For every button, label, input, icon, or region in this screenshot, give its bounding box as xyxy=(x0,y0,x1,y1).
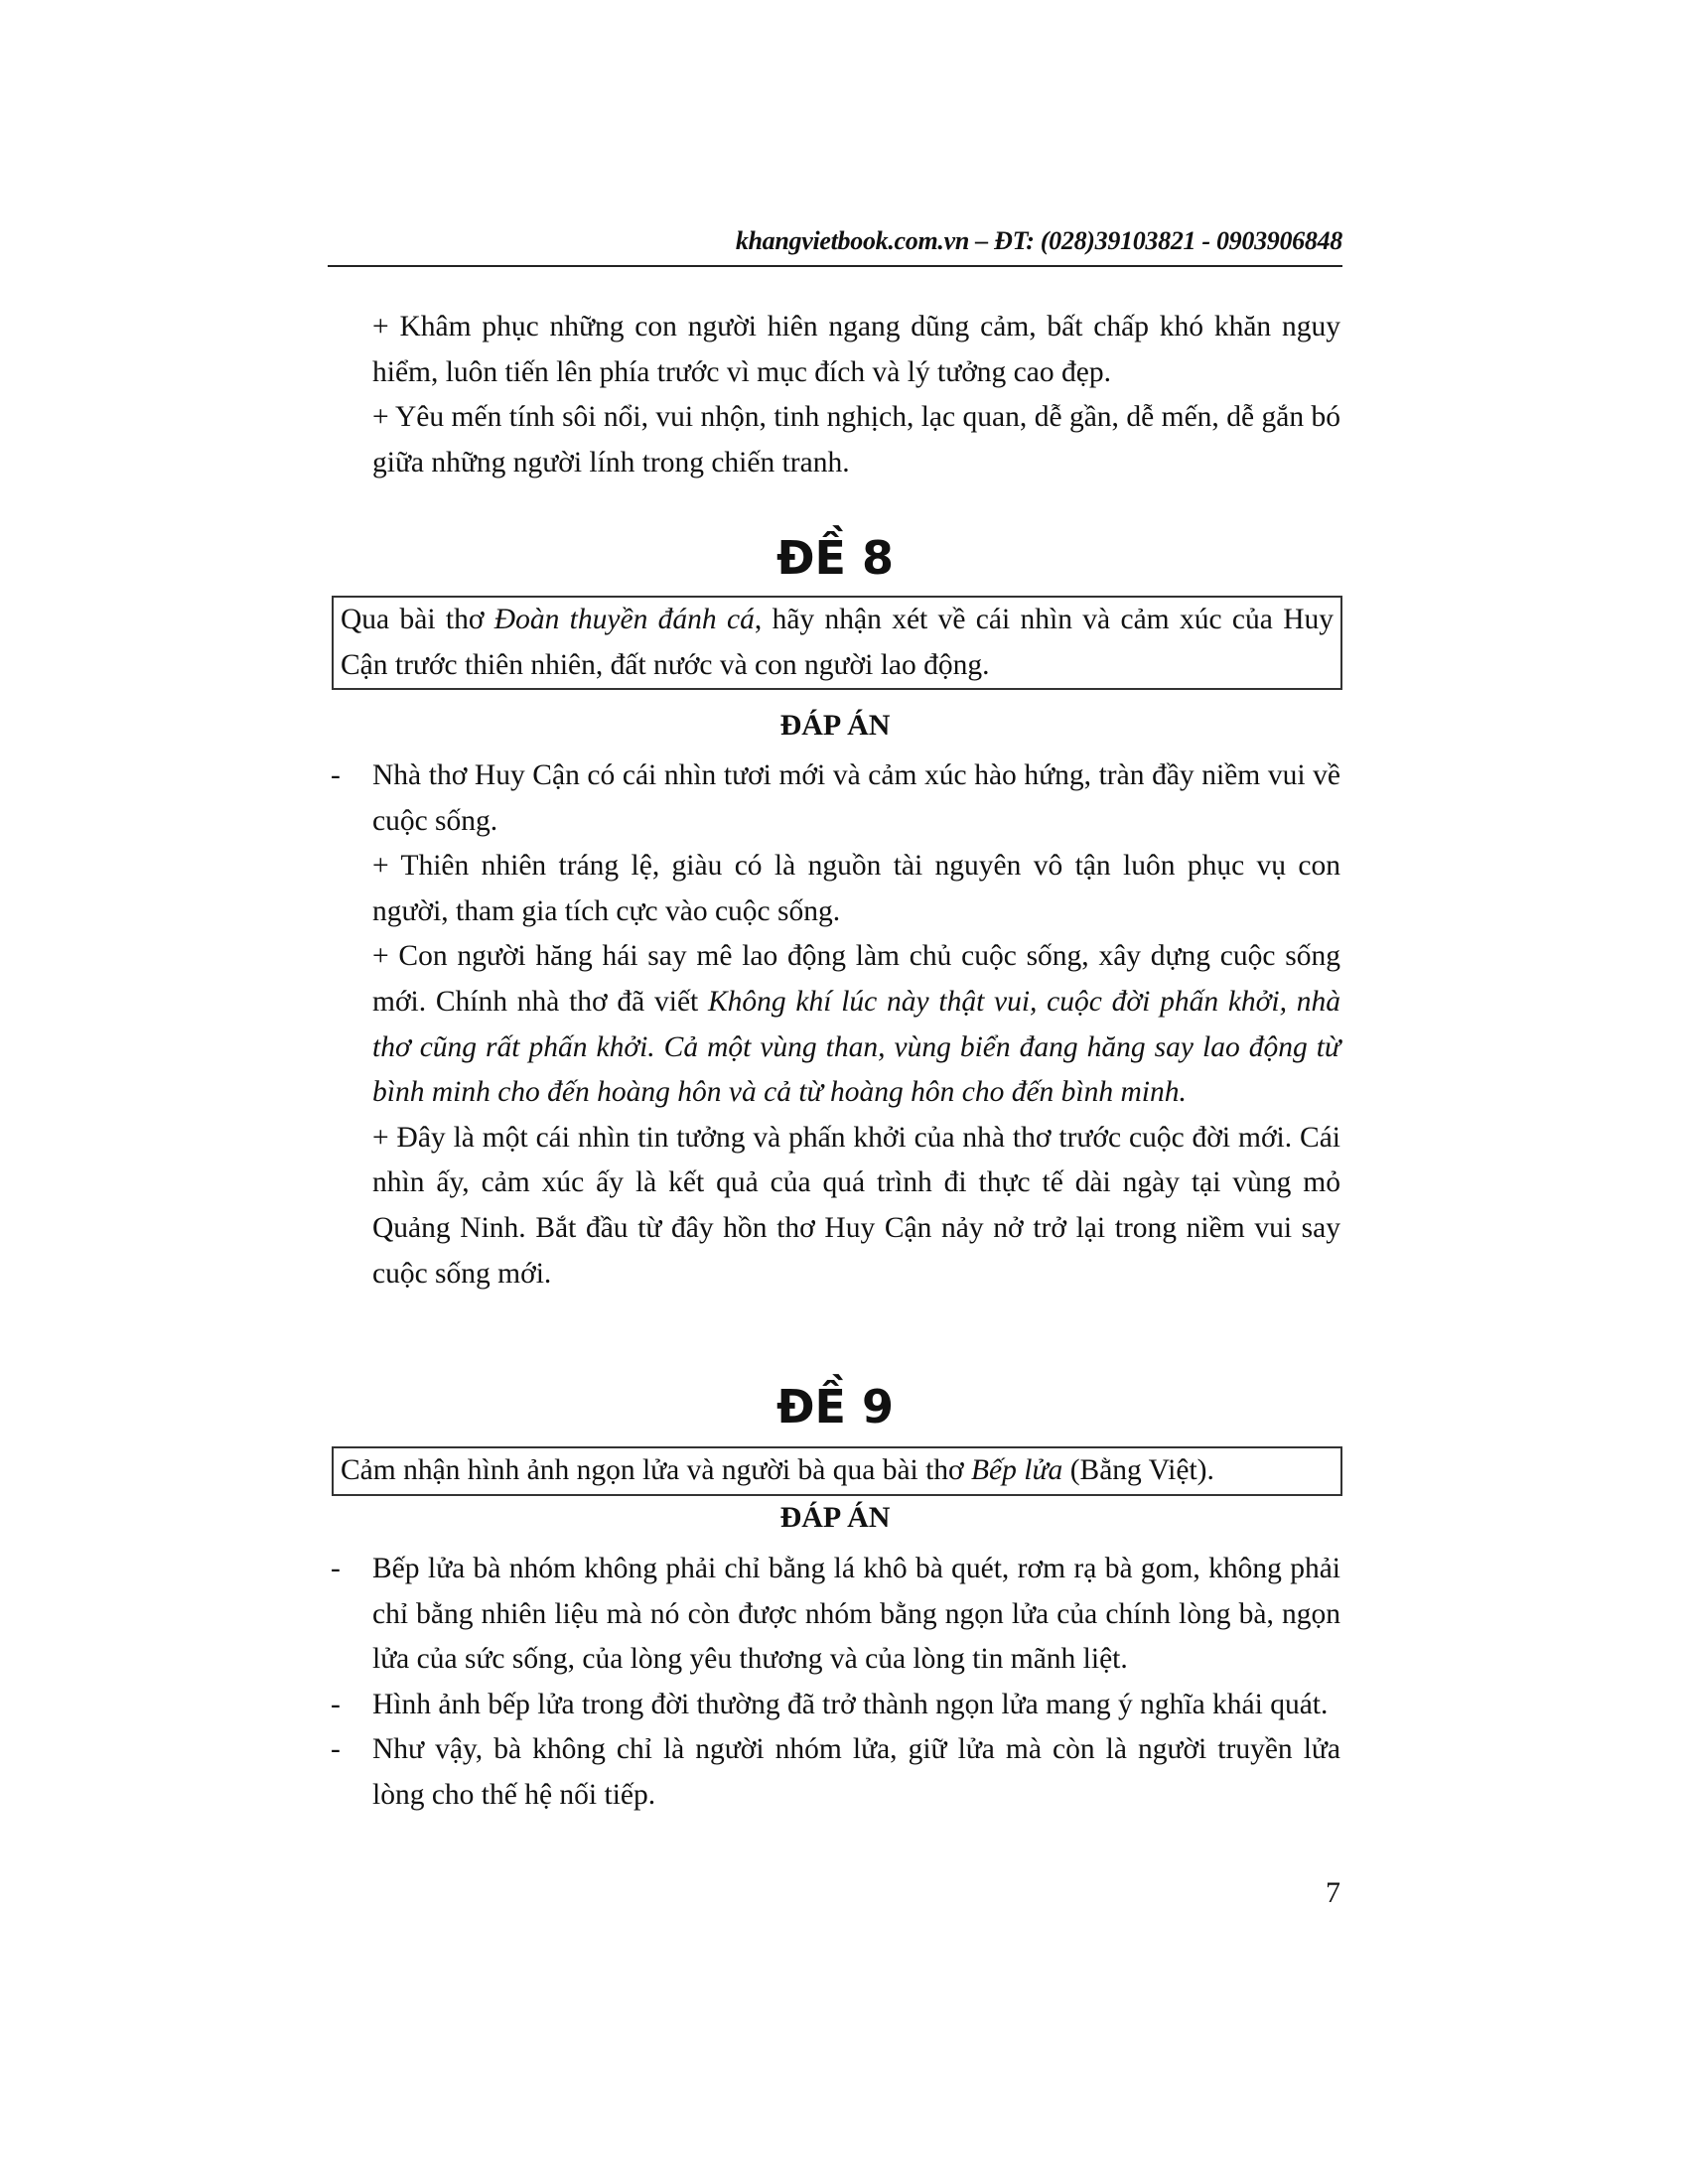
de8-question-poem: Đoàn thuyền đánh cá xyxy=(493,604,755,635)
de8-answer-body xyxy=(331,753,1340,1297)
de9-question-box xyxy=(332,1446,1342,1496)
answer-subpoint-text: + Con người hăng hái say mê lao động làm chủ cuộc sống, xây dựng cuộc sống mới. Chính nhà thơ đã viết xyxy=(372,940,1340,1018)
de8-title: ĐỀ 8 xyxy=(776,531,894,585)
answer-point-text: Nhà thơ Huy Cận có cái nhìn tươi mới và cảm xúc hào hứng, tràn đầy niềm vui về cuộc sống. xyxy=(372,759,1340,837)
dash-bullet: - xyxy=(331,1733,341,1766)
de9-question-pre: Cảm nhận hình ảnh ngọn lửa và người bà qua bài thơ xyxy=(341,1454,972,1486)
intro-item: + Khâm phục những con người hiên ngang dũng cảm, bất chấp khó khăn nguy hiểm, luôn tiến lên phía trước vì mục đích và lý tưởng cao đẹp. xyxy=(372,311,1340,388)
de9-answer-heading: ĐÁP ÁN xyxy=(779,1501,891,1534)
de9-answer-body xyxy=(331,1547,1340,1819)
answer-subpoint: + Đây là một cái nhìn tin tưởng và phấn khởi của nhà thơ trước cuộc đời mới. Cái nhìn ấy, cảm xúc ấy là kết quả của quá trình đi thực tế dài ngày tại vùng mỏ Quảng Ninh. Bắt đầu từ đây hồn thơ Huy Cận nảy nở trở lại trong niềm vui say cuộc sống mới. xyxy=(372,1121,1340,1290)
page-header: khangvietbook.com.vn – ĐT: (028)39103821 - 0903906848 xyxy=(735,226,1342,255)
de9-question-poem: Bếp lửa xyxy=(971,1454,1063,1486)
answer-point-text: Bếp lửa bà nhóm không phải chỉ bằng lá khô bà quét, rơm rạ bà gom, không phải chỉ bằng nhiên liệu mà nó còn được nhóm bằng ngọn lửa của chính lòng bà, ngọn lửa của sức sống, của lòng yêu thương và của lòng tin mãnh liệt. xyxy=(372,1553,1340,1676)
de9-question-post: (Bằng Việt). xyxy=(1062,1454,1214,1486)
answer-quote: Không khí lúc này thật vui, cuộc đời phấn khởi, nhà thơ cũng rất phấn khởi. Cả một vùng than, vùng biển đang hăng say lao động từ bình minh cho đến hoàng hôn và cả từ hoàng hôn cho đến bình minh. xyxy=(372,985,1340,1109)
answer-point xyxy=(331,1727,1340,1818)
dash-bullet: - xyxy=(331,1688,341,1720)
answer-subpoint xyxy=(372,934,1340,1115)
de9-title: ĐỀ 9 xyxy=(776,1380,894,1433)
de8-question-post: , hãy nhận xét về cái nhìn và cảm xúc của Huy Cận trước thiên nhiên, đất nước và con người lao động. xyxy=(341,604,1335,681)
answer-point xyxy=(331,1547,1340,1683)
de8-question-box xyxy=(332,596,1342,690)
answer-point xyxy=(331,1683,1340,1728)
intro-section xyxy=(372,305,1340,485)
dash-bullet: - xyxy=(331,759,341,791)
answer-point-text: Như vậy, bà không chỉ là người nhóm lửa, giữ lửa mà còn là người truyền lửa lòng cho thế hệ nối tiếp. xyxy=(372,1733,1340,1811)
answer-subpoint: + Thiên nhiên tráng lệ, giàu có là nguồn tài nguyên vô tận luôn phục vụ con người, tham gia tích cực vào cuộc sống. xyxy=(372,850,1340,927)
answer-point xyxy=(331,753,1340,844)
de8-question-pre: Qua bài thơ xyxy=(341,604,494,635)
header-rule xyxy=(328,265,1342,267)
intro-item: + Yêu mến tính sôi nổi, vui nhộn, tinh nghịch, lạc quan, dễ gần, dễ mến, dễ gắn bó giữa những người lính trong chiến tranh. xyxy=(372,401,1340,478)
dash-bullet: - xyxy=(331,1553,341,1584)
page-number: 7 xyxy=(1326,1876,1340,1909)
answer-point-text: Hình ảnh bếp lửa trong đời thường đã trở thành ngọn lửa mang ý nghĩa khái quát. xyxy=(372,1688,1329,1720)
de8-answer-heading: ĐÁP ÁN xyxy=(779,709,891,742)
